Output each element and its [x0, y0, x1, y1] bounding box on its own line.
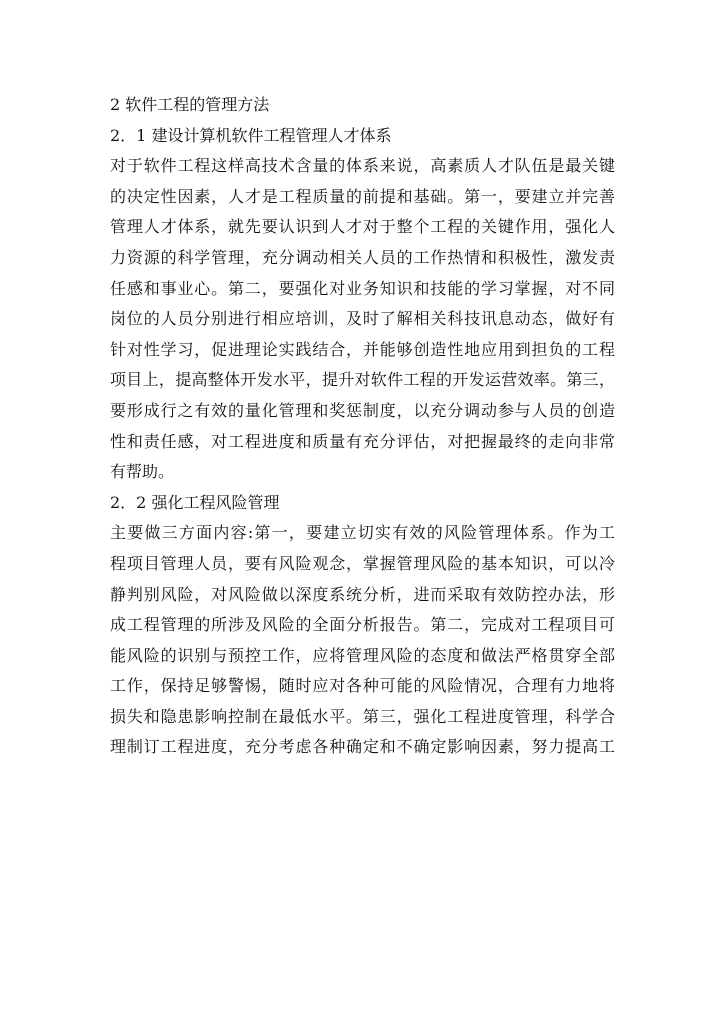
paragraph-line: 的决定性因素，人才是工程质量的前提和基础。第一，要建立并完善 [110, 186, 615, 206]
paragraph-line: 程项目管理人员，要有风险观念，掌握管理风险的基本知识，可以冷 [110, 553, 615, 573]
paragraph-line: 对于软件工程这样高技术含量的体系来说，高素质人才队伍是最关键 [110, 156, 615, 176]
paragraph-line: 任感和事业心。第二，要强化对业务知识和技能的学习掌握，对不同 [110, 278, 615, 298]
subsection-heading: 2．2 强化工程风险管理 [110, 492, 280, 512]
paragraph-line: 理制订工程进度，充分考虑各种确定和不确定影响因素，努力提高工 [110, 737, 615, 757]
paragraph-last-line: 有帮助。 [110, 462, 175, 482]
paragraph-line: 损失和隐患影响控制在最低水平。第三，强化工程进度管理，科学合 [110, 706, 615, 726]
section-heading: 2 软件工程的管理方法 [110, 95, 270, 114]
document-body [110, 90, 615, 763]
paragraph-line: 要形成行之有效的量化管理和奖惩制度，以充分调动参与人员的创造 [110, 400, 615, 420]
paragraph-line: 静判别风险，对风险做以深度系统分析，进而采取有效防控办法，形 [110, 584, 615, 604]
subsection-heading: 2．1 建设计算机软件工程管理人才体系 [110, 125, 392, 145]
paragraph-line: 岗位的人员分别进行相应培训，及时了解相关科技讯息动态，做好有 [110, 309, 615, 329]
paragraph-line: 性和责任感，对工程进度和质量有充分评估，对把握最终的走向非常 [110, 431, 615, 451]
paragraph-line: 工作，保持足够警惕，随时应对各种可能的风险情况，合理有力地将 [110, 676, 615, 696]
paragraph-line: 项目上，提高整体开发水平，提升对软件工程的开发运营效率。第三， [110, 370, 615, 390]
paragraph-line: 能风险的识别与预控工作，应将管理风险的态度和做法严格贯穿全部 [110, 645, 615, 665]
paragraph-line: 管理人才体系，就先要认识到人才对于整个工程的关键作用，强化人 [110, 217, 615, 237]
paragraph-line: 主要做三方面内容:第一，要建立切实有效的风险管理体系。作为工 [110, 523, 615, 543]
paragraph-line: 力资源的科学管理，充分调动相关人员的工作热情和积极性，激发责 [110, 247, 615, 267]
paragraph-line: 针对性学习，促进理论实践结合，并能够创造性地应用到担负的工程 [110, 339, 615, 359]
paragraph-line: 成工程管理的所涉及风险的全面分析报告。第二，完成对工程项目可 [110, 615, 615, 635]
